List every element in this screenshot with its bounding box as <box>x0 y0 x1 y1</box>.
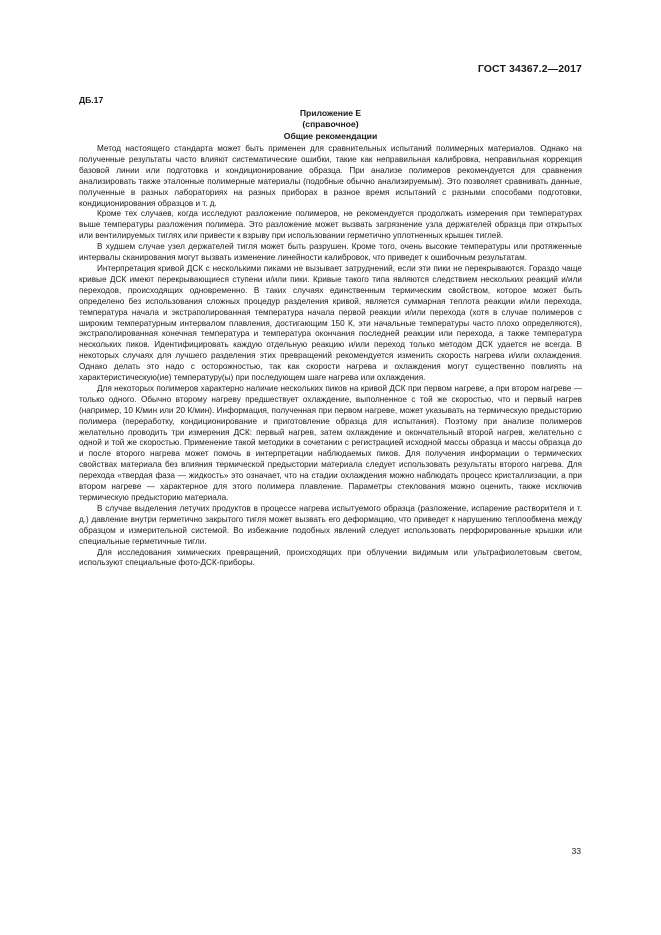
paragraph: Интерпретация кривой ДСК с несколькими пиками не вызывает затруднений, если эти пики не перекрываются. Гораздо чаще кривые ДСК имеют перекрывающиеся ступени и/или пики. Кривые такого типа являются следствием нескольких реакций и/или переходов, происходящих одновременно. В таких случаях единственным термическим свойством, которое может быть определено без использования сложных процедур разделения кривой, является суммарная теплота реакции и/или перехода, температура начала и экстраполированная температура начала первой реакции и/или перехода (хотя в случае полимеров с широким температурным интервалом плавления, достигающим 150 К, эти начальные температуры часто плохо определяются), экстраполированная конечная температура и температура окончания последней реакции или перехода, а также температура нескольких пиков. Идентифицировать каждую отдельную реакцию и/или переход только методом ДСК удается не всегда. В некоторых случаях для лучшего разделения этих превращений рекомендуется изменить скорость нагрева и/или охлаждения. Однако делать это надо с осторожностью, так как скорости нагрева и охлаждения могут существенно повлиять на характеристическую(ие) температуру(ы) при последующем шаге нагрева или охлаждения. <box>79 263 582 383</box>
standard-number: ГОСТ 34367.2—2017 <box>477 63 582 75</box>
paragraph: В случае выделения летучих продуктов в процессе нагрева испытуемого образца (разложение, испарение растворителя и т. д.) давление внутри герметично закрытого тигля может вызвать его деформацию, что приведет к нарушению теплообмена между образцом и измерительной системой. Во избежание подобных явлений следует использовать перфорированные крышки или специальные герметичные тигли. <box>79 503 582 546</box>
paragraph: В худшем случае узел держателей тигля может быть разрушен. Кроме того, очень высокие температуры или протяженные интервалы сканирования могут вызвать изменение линейности калибровок, что приведет к ошибочным результатам. <box>79 242 582 263</box>
paragraph: Кроме тех случаев, когда исследуют разложение полимеров, не рекомендуется продолжать измерения при температурах выше температуры разложения полимера. Это разложение может вызвать загрязнение узла держателей образца при открытых или вентилируемых тиглях или привести к взрыву при использовании герметично уплотненных крышек тиглей. <box>79 209 582 241</box>
page-number: 33 <box>571 846 581 856</box>
paragraph: Для исследования химических превращений, происходящих при облучении видимым или ультрафиолетовым светом, используют специальные фото-ДСК-приборы. <box>79 547 582 568</box>
appendix-status: (справочное) <box>302 119 359 130</box>
appendix-title: Приложение Е <box>299 108 362 118</box>
appendix-heading <box>79 108 582 142</box>
paragraph: Метод настоящего стандарта может быть применен для сравнительных испытаний полимерных материалов. Однако на полученные результаты часто влияют систематические ошибки, такие как неправильная калибровка, неправильная коррекция базовой линии или подготовка и кондиционирование образца. При анализе полимеров рекомендуется для сравнения анализировать также эталонные полимерные материалы (подобные обычно анализируемым). Это позволяет сравнивать данные, полученные в разных лабораториях на разных приборах в разное время испытаний с разными способами подготовки, кондиционирования образцов и т. д. <box>79 144 582 208</box>
body-text <box>79 144 582 569</box>
appendix-subtitle: Общие рекомендации <box>283 130 378 141</box>
section-code: ДБ.17 <box>79 95 104 105</box>
paragraph: Для некоторых полимеров характерно наличие нескольких пиков на кривой ДСК при первом нагреве, а при втором нагреве — только одного. Обычно второму нагреву предшествует охлаждение, выполненное с той же скоростью, что и первый нагрев (например, 10 К/мин или 20 К/мин). Информация, полученная при первом нагреве, может указывать на термическую предысторию полимера (переработку, кондиционирование и приготовление образца для испытания). Поэтому при анализе полимеров желательно проводить три измерения ДСК: первый нагрев, затем охлаждение и окончательный второй нагрев, желательно с одной и той же скоростью. Применение такой методики в сочетании с регистрацией исходной массы образца и массы образца до и после второго нагрева может помочь в интерпретации наблюдаемых пиков. Для получения информации о термических свойствах материала без влияния термической предыстории материала следует использовать результаты второго нагрева. Для перехода «твердая фаза — жидкость» это означает, что на стадии охлаждения можно наблюдать процесс кристаллизации, а при втором нагреве — характерное для этого полимера плавление. Параметры стеклования можно оценить, также исключив термическую предысторию материала. <box>79 383 582 502</box>
